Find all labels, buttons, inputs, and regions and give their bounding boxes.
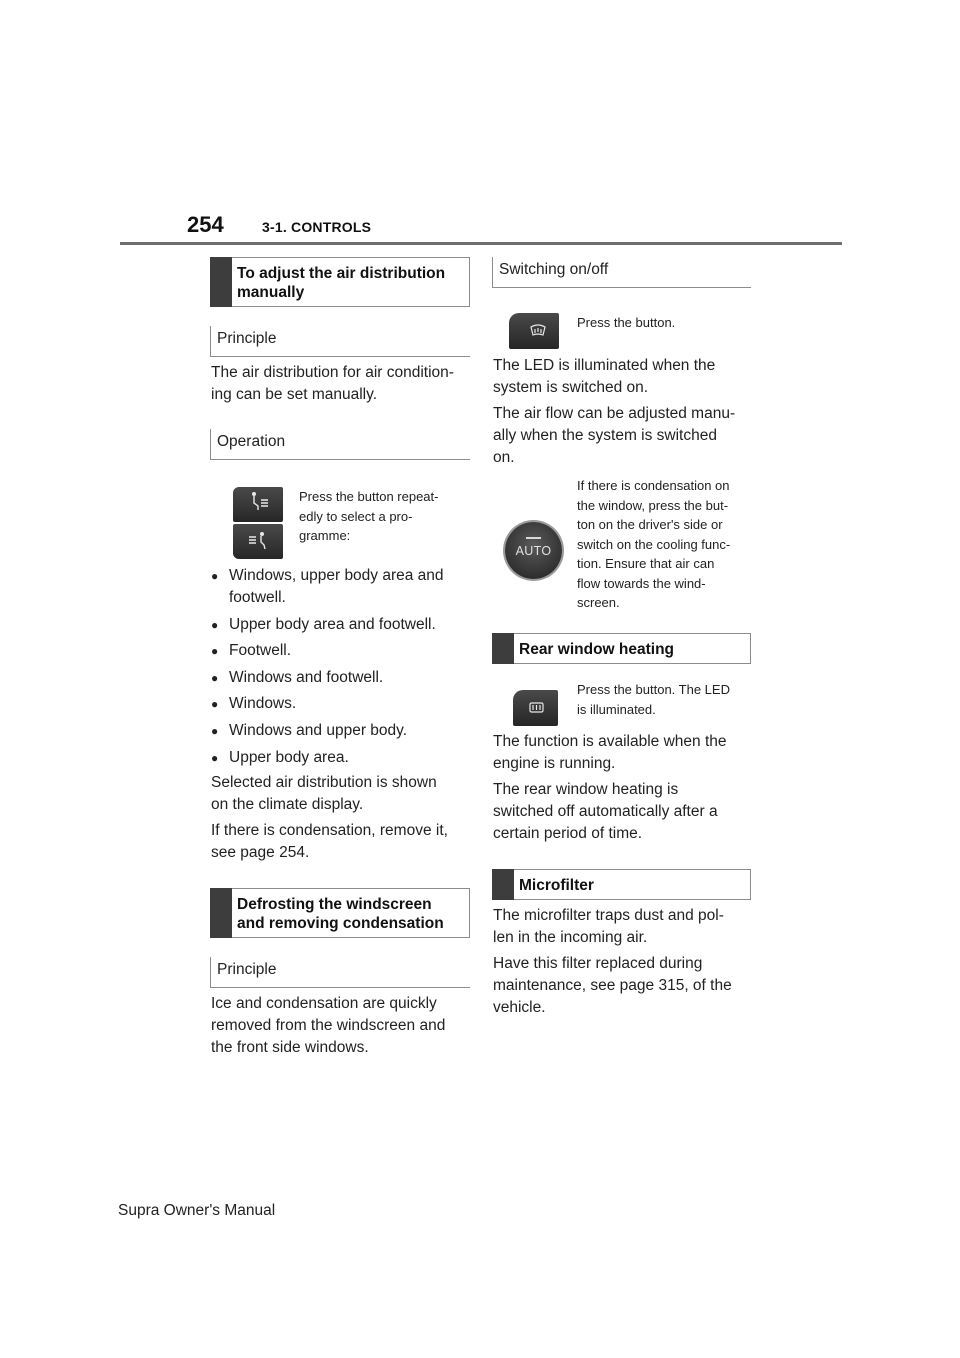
header-rule bbox=[120, 242, 842, 245]
led-text: The LED is illuminated when the system is switched on. bbox=[493, 357, 716, 396]
rear-window-heating-icon bbox=[513, 690, 558, 726]
section-heading-air-distribution bbox=[210, 257, 470, 307]
airflow-text: The air flow can be adjusted manu- ally when the system is switched on. bbox=[493, 405, 736, 466]
section-heading-defrosting bbox=[210, 888, 470, 938]
subheading-principle bbox=[210, 326, 470, 357]
page-number: 254 bbox=[187, 212, 224, 237]
principle-text: The air distribution for air condition- ing can be set manually. bbox=[211, 364, 454, 403]
heading-bar bbox=[492, 869, 514, 900]
heading-bar bbox=[492, 633, 514, 664]
air-distribution-upper-button-image bbox=[233, 487, 283, 522]
subheading-text: Principle bbox=[217, 330, 277, 347]
heading-text: Microfilter bbox=[519, 877, 594, 894]
subheading-text: Principle bbox=[217, 961, 277, 978]
list-item: ● Upper body area. bbox=[211, 747, 471, 769]
auto-led bbox=[526, 537, 541, 539]
rear-text-availability: The function is available when the engine is running. bbox=[493, 733, 727, 772]
defrost-button-image bbox=[509, 313, 559, 349]
list-item: ● Windows and footwell. bbox=[211, 667, 471, 689]
rear-note: Press the button. The LED is illuminated. bbox=[577, 682, 730, 717]
heading-bar bbox=[210, 257, 232, 307]
footer-manual-title: Supra Owner's Manual bbox=[118, 1202, 276, 1219]
display-text: Selected air distribution is shown on the climate display. bbox=[211, 774, 437, 813]
list-item: ● Windows, upper body area and footwell. bbox=[211, 565, 471, 609]
air-distribution-programme-list bbox=[211, 565, 471, 773]
microfilter-maintenance-text: Have this filter replaced during maintenance, see page 315, of the vehicle. bbox=[493, 955, 732, 1016]
heading-text: Rear window heating bbox=[519, 641, 675, 658]
rear-text-auto-off: The rear window heating is switched off automatically after a certain period of time. bbox=[493, 781, 718, 842]
air-distribution-lower-button-image bbox=[233, 524, 283, 559]
auto-label: AUTO bbox=[515, 544, 552, 558]
subheading-switching bbox=[492, 257, 751, 288]
chapter-title: 3-1. CONTROLS bbox=[262, 219, 372, 235]
rear-window-heating-button-image bbox=[513, 690, 558, 726]
air-distribution-lower-icon bbox=[233, 524, 283, 559]
subheading-text: Switching on/off bbox=[499, 261, 609, 278]
operation-note: Press the button repeat- edly to select a pro- gramme: bbox=[299, 489, 439, 543]
auto-button-image bbox=[505, 522, 562, 579]
switch-note: Press the button. bbox=[577, 315, 676, 330]
list-item: ● Upper body area and footwell. bbox=[211, 614, 471, 636]
defrost-principle-text: Ice and condensation are quickly removed from the windscreen and the front side windows. bbox=[211, 995, 446, 1056]
microfilter-text: The microfilter traps dust and pol- len in the incoming air. bbox=[493, 907, 724, 946]
air-distribution-upper-icon bbox=[233, 487, 283, 522]
heading-text: Defrosting the windscreen and removing condensation bbox=[237, 896, 444, 932]
section-heading-microfilter bbox=[492, 869, 751, 900]
list-item: ● Footwell. bbox=[211, 640, 471, 662]
list-item: ● Windows and upper body. bbox=[211, 720, 471, 742]
subheading-text: Operation bbox=[217, 433, 286, 450]
heading-bar bbox=[210, 888, 232, 938]
windscreen-defrost-icon bbox=[509, 313, 559, 349]
subheading-operation bbox=[210, 429, 470, 460]
condensation-text: If there is condensation, remove it, see page 254. bbox=[211, 822, 448, 861]
auto-note: If there is condensation on the window, press the but- ton on the driver's side or switch on the cooling func- tion. Ensure that air can flow towards the wind- screen. bbox=[577, 478, 731, 610]
subheading-principle bbox=[210, 957, 470, 988]
section-heading-rear-window bbox=[492, 633, 751, 664]
list-item: ● Windows. bbox=[211, 693, 471, 715]
heading-text: To adjust the air distribution manually bbox=[237, 265, 446, 301]
